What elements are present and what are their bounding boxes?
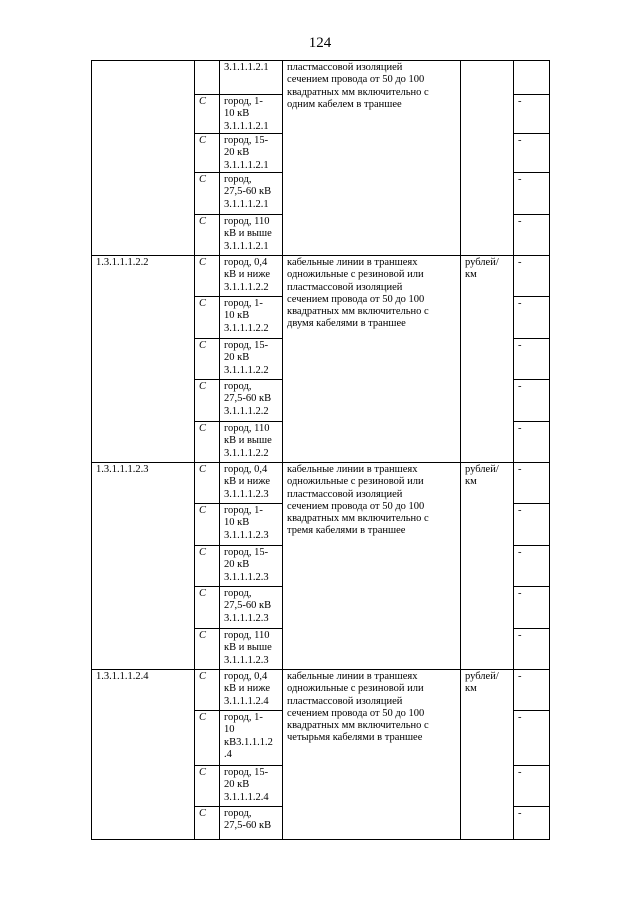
value-cell: - [514, 134, 550, 173]
value-cell: - [514, 173, 550, 215]
zone-voltage-cell: город, 15- 20 кВ 3.1.1.1.2.1 [220, 134, 283, 173]
table-row [92, 61, 550, 95]
category-symbol-cell: C [195, 629, 220, 670]
value-cell: - [514, 807, 550, 840]
value-cell: - [514, 256, 550, 297]
category-symbol-cell: C [195, 256, 220, 297]
zone-voltage-cell: город, 15- 20 кВ 3.1.1.1.2.3 [220, 546, 283, 587]
value-cell: - [514, 504, 550, 546]
zone-voltage-cell: город, 27,5-60 кВ 3.1.1.1.2.1 [220, 173, 283, 215]
category-symbol-cell: C [195, 339, 220, 380]
item-code-cell: 1.3.1.1.1.2.3 [92, 463, 195, 670]
value-cell: - [514, 629, 550, 670]
item-code-cell: 1.3.1.1.1.2.2 [92, 256, 195, 463]
category-symbol-cell: C [195, 134, 220, 173]
category-symbol-cell: C [195, 173, 220, 215]
tariff-table [91, 60, 550, 840]
page-number: 124 [308, 35, 332, 51]
zone-voltage-cell: город, 110 кВ и выше 3.1.1.1.2.1 [220, 215, 283, 256]
category-symbol-cell: C [195, 766, 220, 807]
zone-voltage-cell: город, 1- 10 кВ 3.1.1.1.2.2 [220, 297, 283, 339]
table-row [92, 670, 550, 711]
description-cell: кабельные линии в траншеях одножильные с резиновой или пластмассовой изоляцией сечением провода от 50 до 100 квадратных мм включительно с двумя кабелями в траншее [283, 256, 461, 463]
unit-cell: рублей/ км [461, 463, 514, 670]
tariff-table-body [92, 61, 550, 840]
category-symbol-cell: C [195, 215, 220, 256]
zone-voltage-cell: город, 1- 10 кВ 3.1.1.1.2.3 [220, 504, 283, 546]
table-row [92, 256, 550, 297]
zone-voltage-cell: город, 1- 10 кВ 3.1.1.1.2.1 [220, 95, 283, 134]
value-cell: - [514, 380, 550, 422]
zone-voltage-cell: город, 1- 10 кВ3.1.1.1.2 .4 [220, 711, 283, 766]
value-cell: - [514, 587, 550, 629]
value-cell: - [514, 463, 550, 504]
category-symbol-cell: C [195, 807, 220, 840]
category-symbol-cell: C [195, 380, 220, 422]
item-code-cell [92, 61, 195, 256]
value-cell: - [514, 422, 550, 463]
zone-voltage-cell: город, 15- 20 кВ 3.1.1.1.2.4 [220, 766, 283, 807]
category-symbol-cell: C [195, 95, 220, 134]
value-cell [514, 61, 550, 95]
zone-voltage-cell: город, 0,4 кВ и ниже 3.1.1.1.2.4 [220, 670, 283, 711]
zone-voltage-cell: город, 15- 20 кВ 3.1.1.1.2.2 [220, 339, 283, 380]
category-symbol-cell: C [195, 546, 220, 587]
value-cell: - [514, 670, 550, 711]
value-cell: - [514, 95, 550, 134]
category-symbol-cell: C [195, 297, 220, 339]
zone-voltage-cell: город, 27,5-60 кВ 3.1.1.1.2.2 [220, 380, 283, 422]
zone-voltage-cell: город, 0,4 кВ и ниже 3.1.1.1.2.3 [220, 463, 283, 504]
category-symbol-cell [195, 61, 220, 95]
value-cell: - [514, 215, 550, 256]
category-symbol-cell: C [195, 422, 220, 463]
item-code-cell: 1.3.1.1.1.2.4 [92, 670, 195, 840]
description-cell: пластмассовой изоляцией сечением провода от 50 до 100 квадратных мм включительно с одним кабелем в траншее [283, 61, 461, 256]
category-symbol-cell: C [195, 711, 220, 766]
category-symbol-cell: C [195, 670, 220, 711]
zone-voltage-cell: город, 110 кВ и выше 3.1.1.1.2.3 [220, 629, 283, 670]
zone-voltage-cell: город, 27,5-60 кВ 3.1.1.1.2.3 [220, 587, 283, 629]
category-symbol-cell: C [195, 587, 220, 629]
zone-voltage-cell: город, 27,5-60 кВ [220, 807, 283, 840]
value-cell: - [514, 711, 550, 766]
unit-cell: рублей/ км [461, 256, 514, 463]
description-cell: кабельные линии в траншеях одножильные с резиновой или пластмассовой изоляцией сечением провода от 50 до 100 квадратных мм включительно с четырьмя кабелями в траншее [283, 670, 461, 840]
description-cell: кабельные линии в траншеях одножильные с резиновой или пластмассовой изоляцией сечением провода от 50 до 100 квадратных мм включительно с тремя кабелями в траншее [283, 463, 461, 670]
table-row [92, 463, 550, 504]
value-cell: - [514, 339, 550, 380]
value-cell: - [514, 297, 550, 339]
category-symbol-cell: C [195, 463, 220, 504]
zone-voltage-cell: город, 0,4 кВ и ниже 3.1.1.1.2.2 [220, 256, 283, 297]
zone-voltage-cell: 3.1.1.1.2.1 [220, 61, 283, 95]
value-cell: - [514, 546, 550, 587]
zone-voltage-cell: город, 110 кВ и выше 3.1.1.1.2.2 [220, 422, 283, 463]
unit-cell: рублей/ км [461, 670, 514, 840]
unit-cell [461, 61, 514, 256]
value-cell: - [514, 766, 550, 807]
category-symbol-cell: C [195, 504, 220, 546]
